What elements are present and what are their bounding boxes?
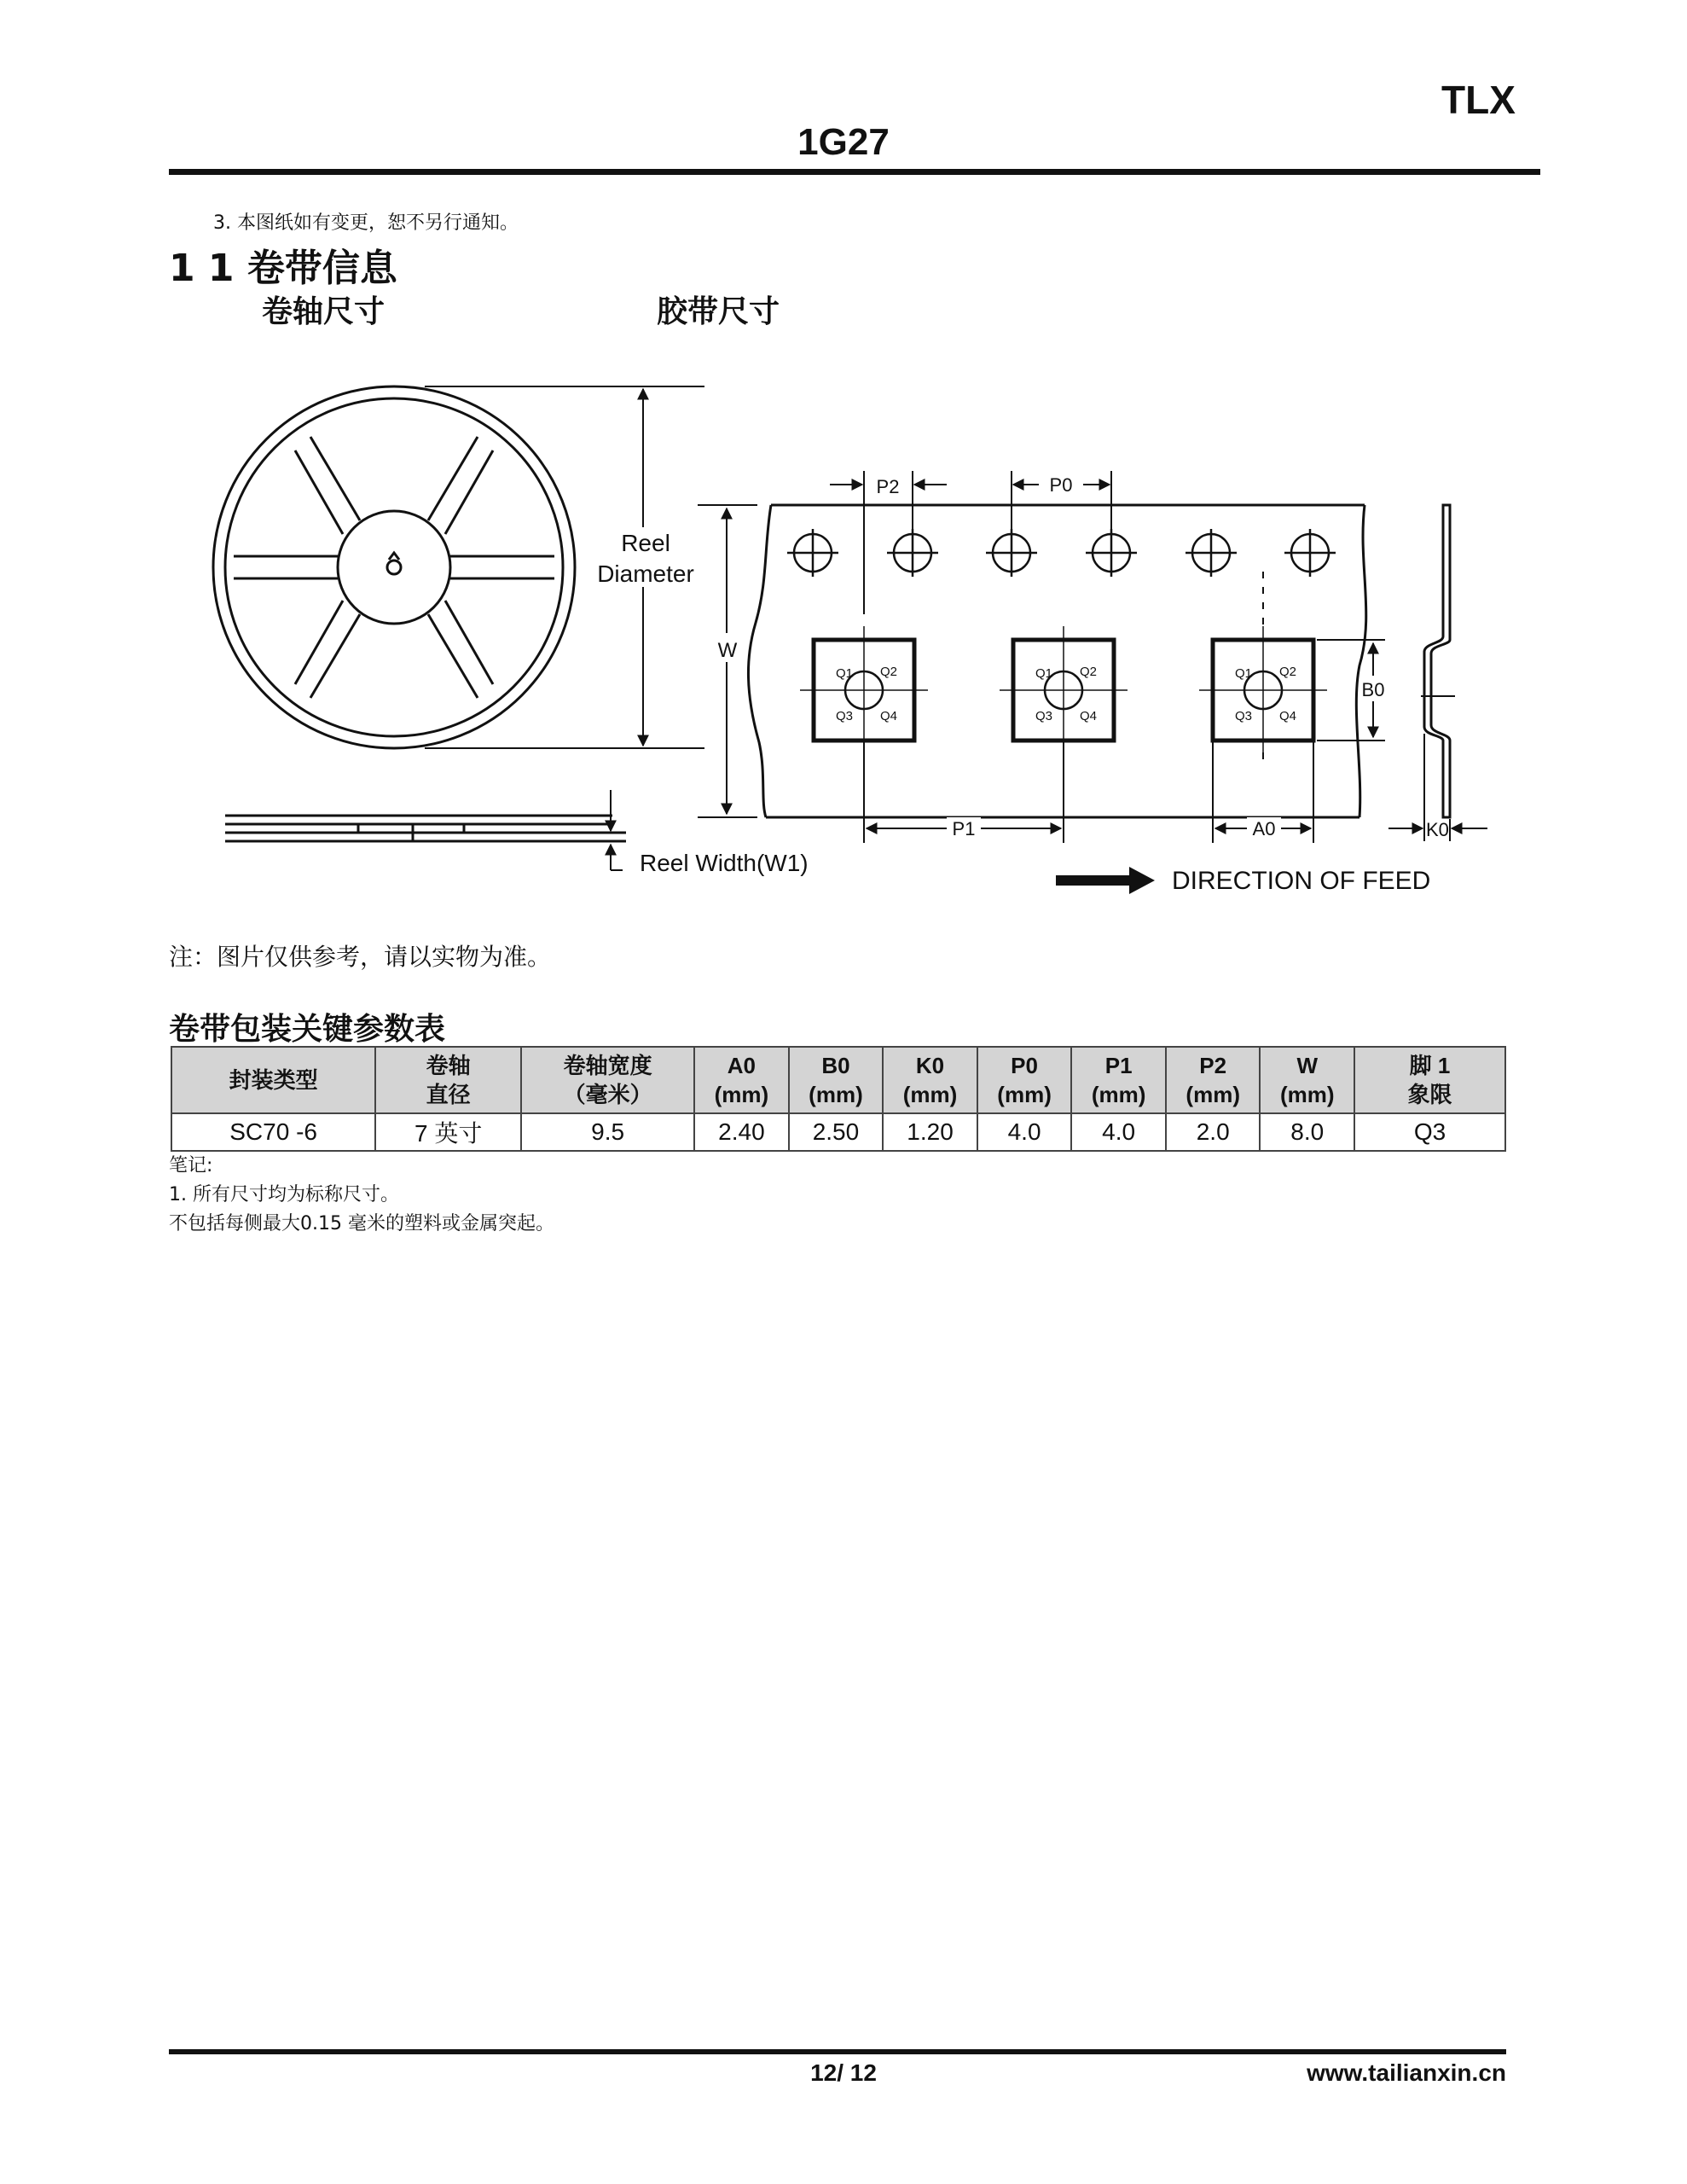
reel-diameter-label-1: Reel xyxy=(621,530,670,556)
pocket-2 xyxy=(1000,626,1128,754)
header-cell: 封装类型 xyxy=(171,1047,375,1113)
page-number: 12/ 12 xyxy=(810,2059,877,2086)
carrier-tape xyxy=(748,505,1365,817)
feed-arrow xyxy=(1056,867,1155,894)
header-cell: A0 (mm) xyxy=(694,1047,789,1113)
part-number-title: 1G27 xyxy=(797,121,890,163)
svg-text:Q4: Q4 xyxy=(1279,709,1297,723)
top-note: 3. 本图纸如有变更，恕不另行通知。 xyxy=(213,212,519,234)
header-cell: 脚 1 象限 xyxy=(1354,1047,1505,1113)
svg-text:Q2: Q2 xyxy=(1080,665,1098,679)
table-cell: 1.20 xyxy=(883,1113,977,1151)
table-cell: 2.40 xyxy=(694,1113,789,1151)
table-title: 卷带包装关键参数表 xyxy=(169,1012,446,1047)
table-cell: 9.5 xyxy=(521,1113,694,1151)
table-cell: 4.0 xyxy=(977,1113,1072,1151)
reel-diameter-label-2: Diameter xyxy=(597,561,694,587)
svg-text:Q4: Q4 xyxy=(1080,709,1098,723)
header-cell: P0 (mm) xyxy=(977,1047,1072,1113)
pocket-1 xyxy=(800,626,928,754)
table-header-row xyxy=(171,1047,1505,1113)
header-cell: W (mm) xyxy=(1260,1047,1354,1113)
table-cell: 2.50 xyxy=(789,1113,884,1151)
b0-label: B0 xyxy=(1361,679,1385,700)
svg-text:Q1: Q1 xyxy=(1035,666,1053,681)
svg-text:Q1: Q1 xyxy=(1235,666,1253,681)
table-cell: 4.0 xyxy=(1071,1113,1166,1151)
notes-line-2: 不包括每侧最大0.15 毫米的塑料或金属突起。 xyxy=(169,1213,554,1234)
header-cell: B0 (mm) xyxy=(789,1047,884,1113)
header-cell: 卷轴宽度 （毫米） xyxy=(521,1047,694,1113)
table-cell: 8.0 xyxy=(1260,1113,1354,1151)
reel-tape-diagram xyxy=(169,358,1551,921)
svg-text:Q4: Q4 xyxy=(880,709,898,723)
table-cell: Q3 xyxy=(1354,1113,1505,1151)
feed-direction-label: DIRECTION OF FEED xyxy=(1172,867,1431,895)
image-disclaimer: 注：图片仅供参考，请以实物为准。 xyxy=(169,943,552,971)
svg-text:Q2: Q2 xyxy=(1279,665,1297,679)
reel-width-label: Reel Width(W1) xyxy=(640,850,809,876)
tape-reel-parameter-table xyxy=(171,1046,1506,1152)
table-cell: 2.0 xyxy=(1166,1113,1261,1151)
svg-text:Q3: Q3 xyxy=(836,709,854,723)
w-label: W xyxy=(717,639,738,662)
notes-heading: 笔记: xyxy=(169,1155,213,1176)
p0-label: P0 xyxy=(1049,474,1073,496)
header-divider xyxy=(169,169,1540,175)
notes-line-1: 1. 所有尺寸均为标称尺寸。 xyxy=(169,1184,399,1205)
section-title: 1 1 卷带信息 xyxy=(169,247,397,290)
table-cell: SC70 -6 xyxy=(171,1113,375,1151)
p2-label: P2 xyxy=(876,476,900,497)
header-cell: P2 (mm) xyxy=(1166,1047,1261,1113)
notes-block xyxy=(169,1152,554,1239)
pocket-3 xyxy=(1199,626,1327,754)
header-cell: K0 (mm) xyxy=(883,1047,977,1113)
header-cell: P1 (mm) xyxy=(1071,1047,1166,1113)
svg-text:Q1: Q1 xyxy=(836,666,854,681)
k0-label: K0 xyxy=(1426,819,1449,840)
header-cell: 卷轴 直径 xyxy=(375,1047,521,1113)
tape-subtitle: 胶带尺寸 xyxy=(657,294,780,329)
a0-label: A0 xyxy=(1252,818,1276,839)
p1-label: P1 xyxy=(952,818,976,839)
table-row xyxy=(171,1113,1505,1151)
sprocket-holes xyxy=(787,529,1336,577)
brand-logo-text: TLX xyxy=(1441,78,1516,122)
tape-profile xyxy=(1424,505,1450,817)
svg-text:Q3: Q3 xyxy=(1235,709,1253,723)
table-cell: 7 英寸 xyxy=(375,1113,521,1151)
svg-text:Q2: Q2 xyxy=(880,665,898,679)
reel-subtitle: 卷轴尺寸 xyxy=(262,294,386,329)
reel-side-view xyxy=(225,816,626,841)
website-link[interactable]: www.tailianxin.cn xyxy=(1307,2059,1506,2086)
svg-text:Q3: Q3 xyxy=(1035,709,1053,723)
footer-divider xyxy=(169,2049,1506,2054)
reel-drawing xyxy=(213,386,575,748)
